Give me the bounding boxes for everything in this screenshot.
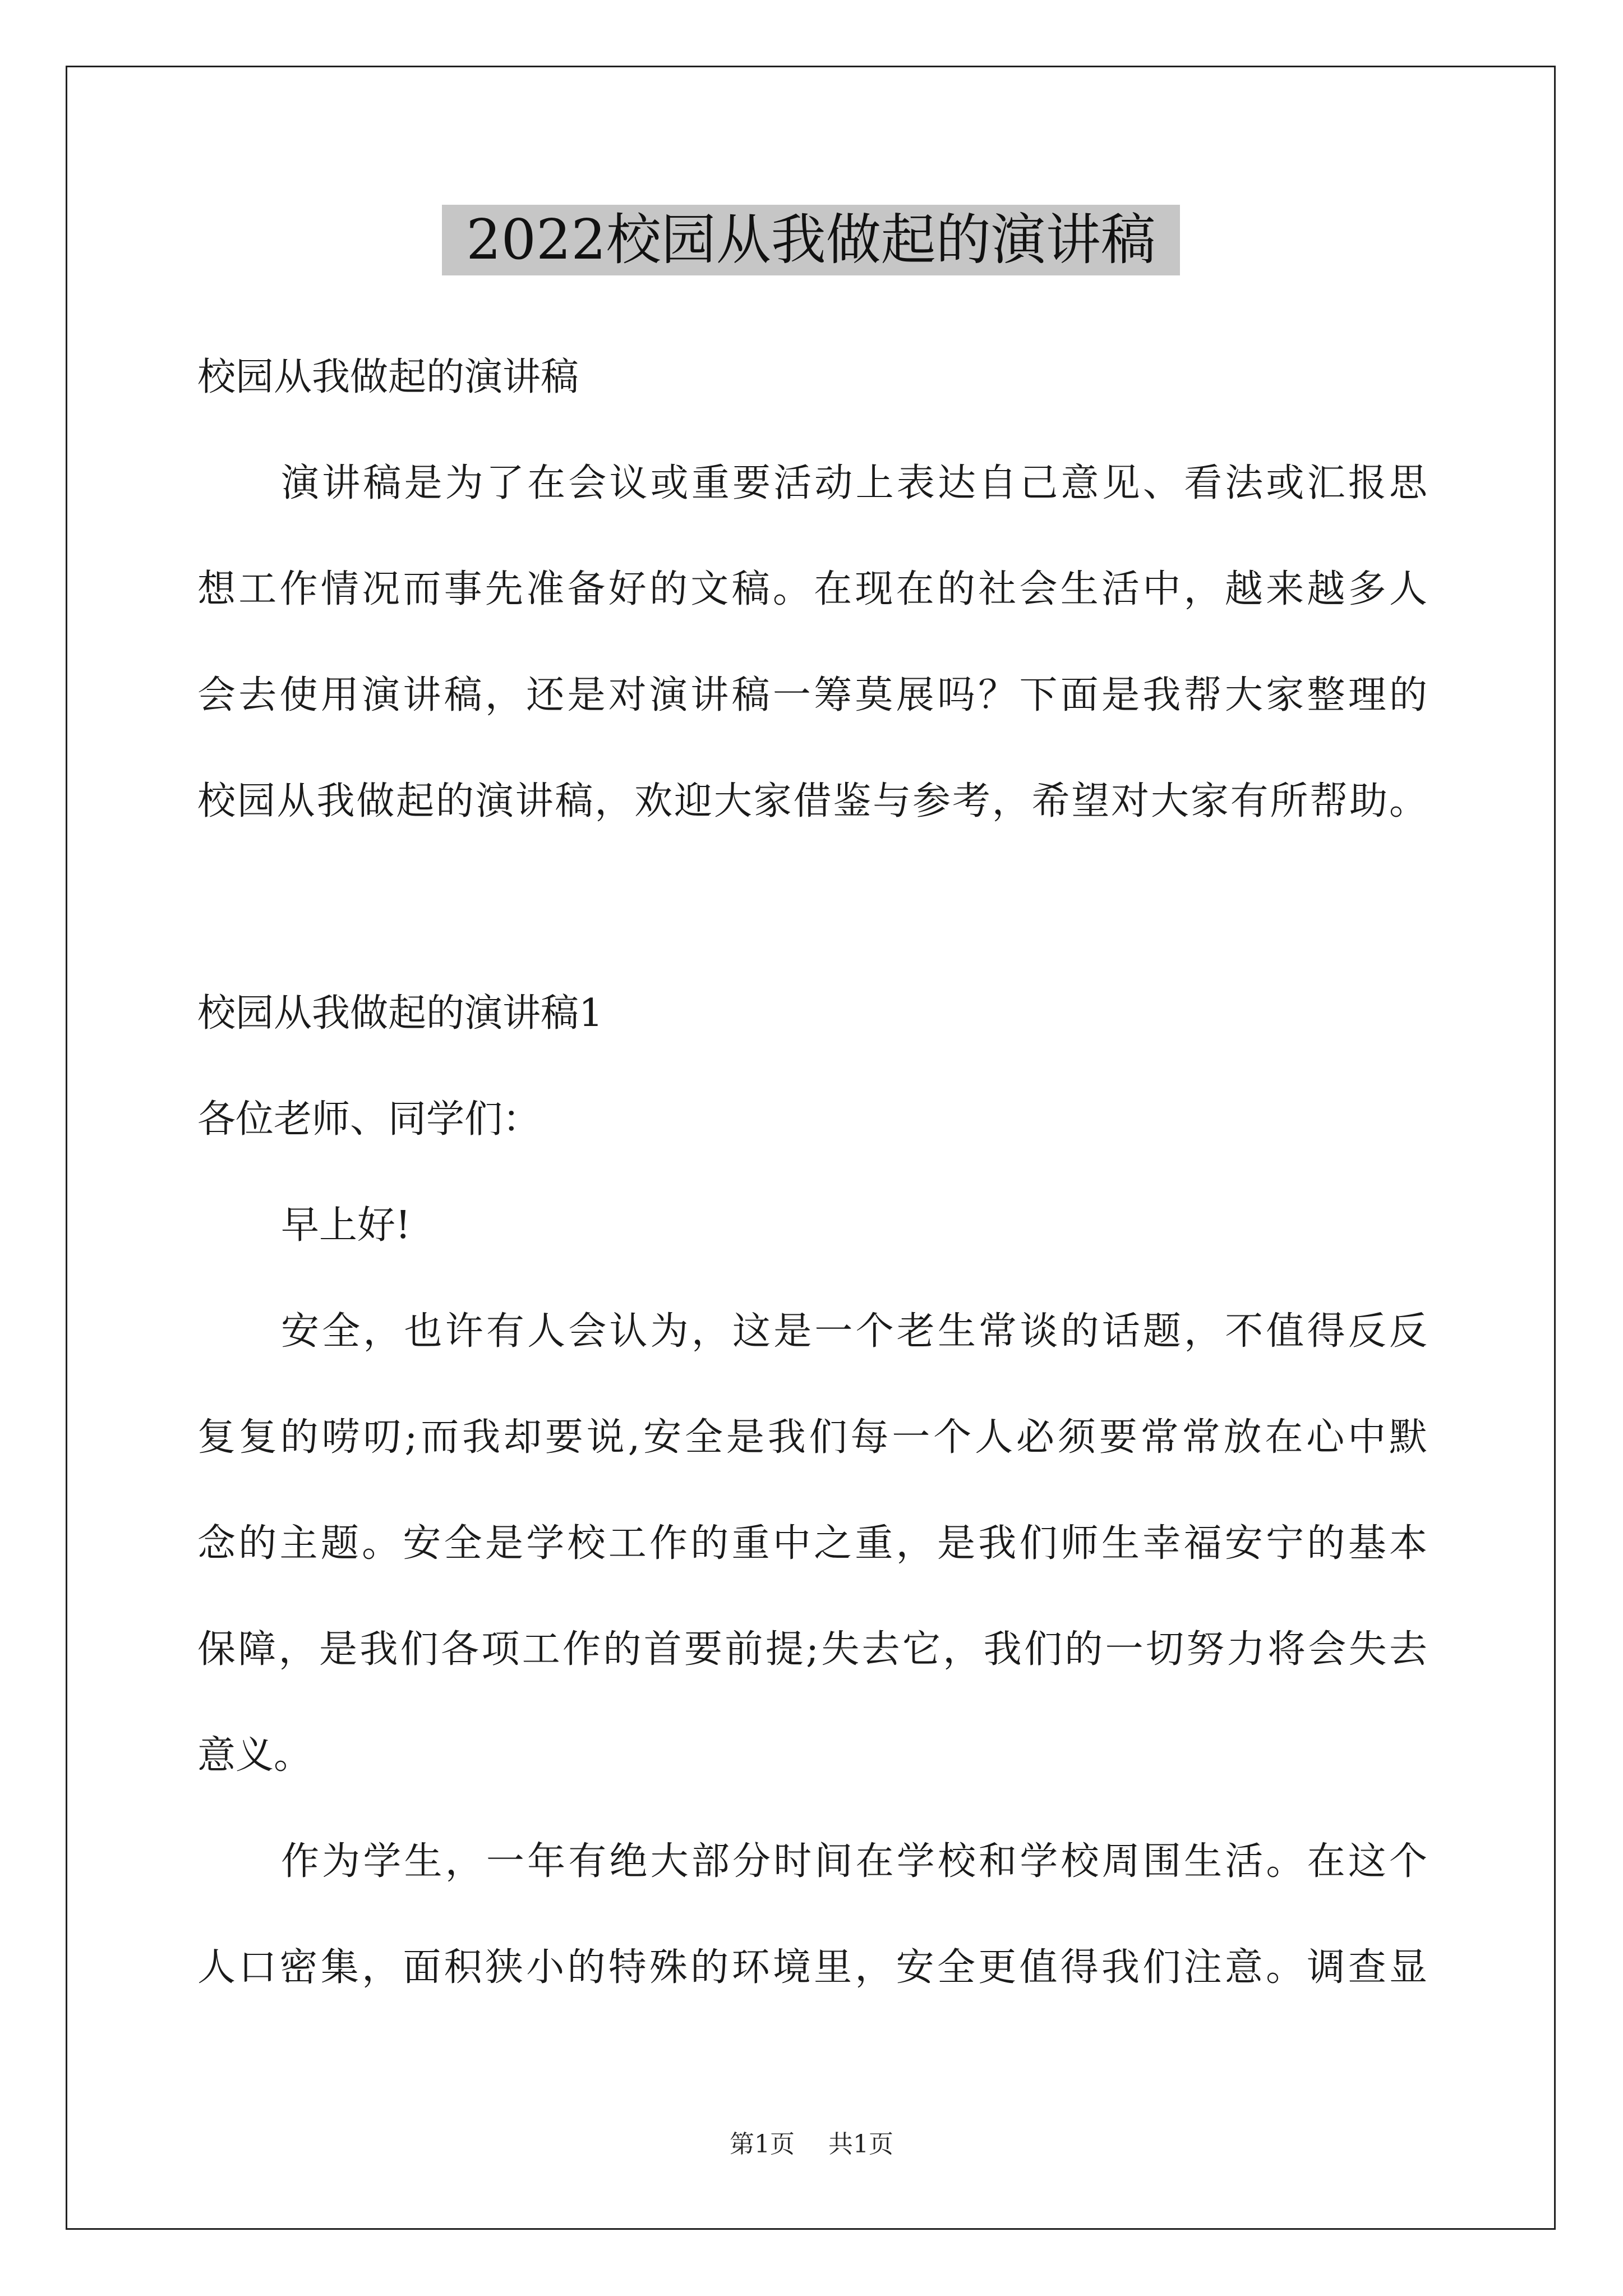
paragraph-line: 演讲稿是为了在会议或重要活动上表达自己意见、看法或汇报思 [281, 461, 1427, 505]
document-title: 2022校园从我做起的演讲稿 [442, 205, 1180, 275]
paragraph-line: 校园从我做起的演讲稿，欢迎大家借鉴与参考，希望对大家有所帮助。 [197, 779, 1427, 823]
blank-line [197, 854, 1427, 960]
salutation: 各位老师、同学们： [197, 1097, 541, 1142]
body-paragraph [197, 1809, 1427, 2021]
paragraph-line: 安全，也许有人会认为，这是一个老生常谈的话题，不值得反反 [281, 1309, 1427, 1354]
paragraph-line: 意义。 [197, 1733, 312, 1778]
paragraph-line: 人口密集，面积狭小的特殊的环境里，安全更值得我们注意。调查显 [197, 1945, 1427, 1990]
greeting: 早上好! [281, 1203, 411, 1248]
page-number-current: 第1页 [730, 2130, 795, 2159]
paragraph-line: 念的主题。安全是学校工作的重中之重，是我们师生幸福安宁的基本 [197, 1521, 1427, 1566]
document-body [197, 324, 1427, 2021]
page-footer [0, 2129, 1623, 2160]
intro-paragraph [197, 430, 1427, 854]
paragraph-line: 作为学生，一年有绝大部分时间在学校和学校周围生活。在这个 [281, 1839, 1427, 1884]
paragraph-line: 会去使用演讲稿，还是对演讲稿一筹莫展吗？下面是我帮大家整理的 [197, 673, 1427, 717]
page-number-total: 共1页 [828, 2130, 893, 2159]
paragraph-line: 复复的唠叨;而我却要说,安全是我们每一个人必须要常常放在心中默 [197, 1415, 1427, 1460]
paragraph-line: 想工作情况而事先准备好的文稿。在现在的社会生活中，越来越多人 [197, 567, 1427, 611]
section-heading: 校园从我做起的演讲稿1 [197, 991, 603, 1036]
document-subtitle: 校园从我做起的演讲稿 [197, 355, 579, 399]
paragraph-line: 保障，是我们各项工作的首要前提;失去它，我们的一切努力将会失去 [197, 1627, 1427, 1672]
body-paragraph [197, 1278, 1427, 1809]
